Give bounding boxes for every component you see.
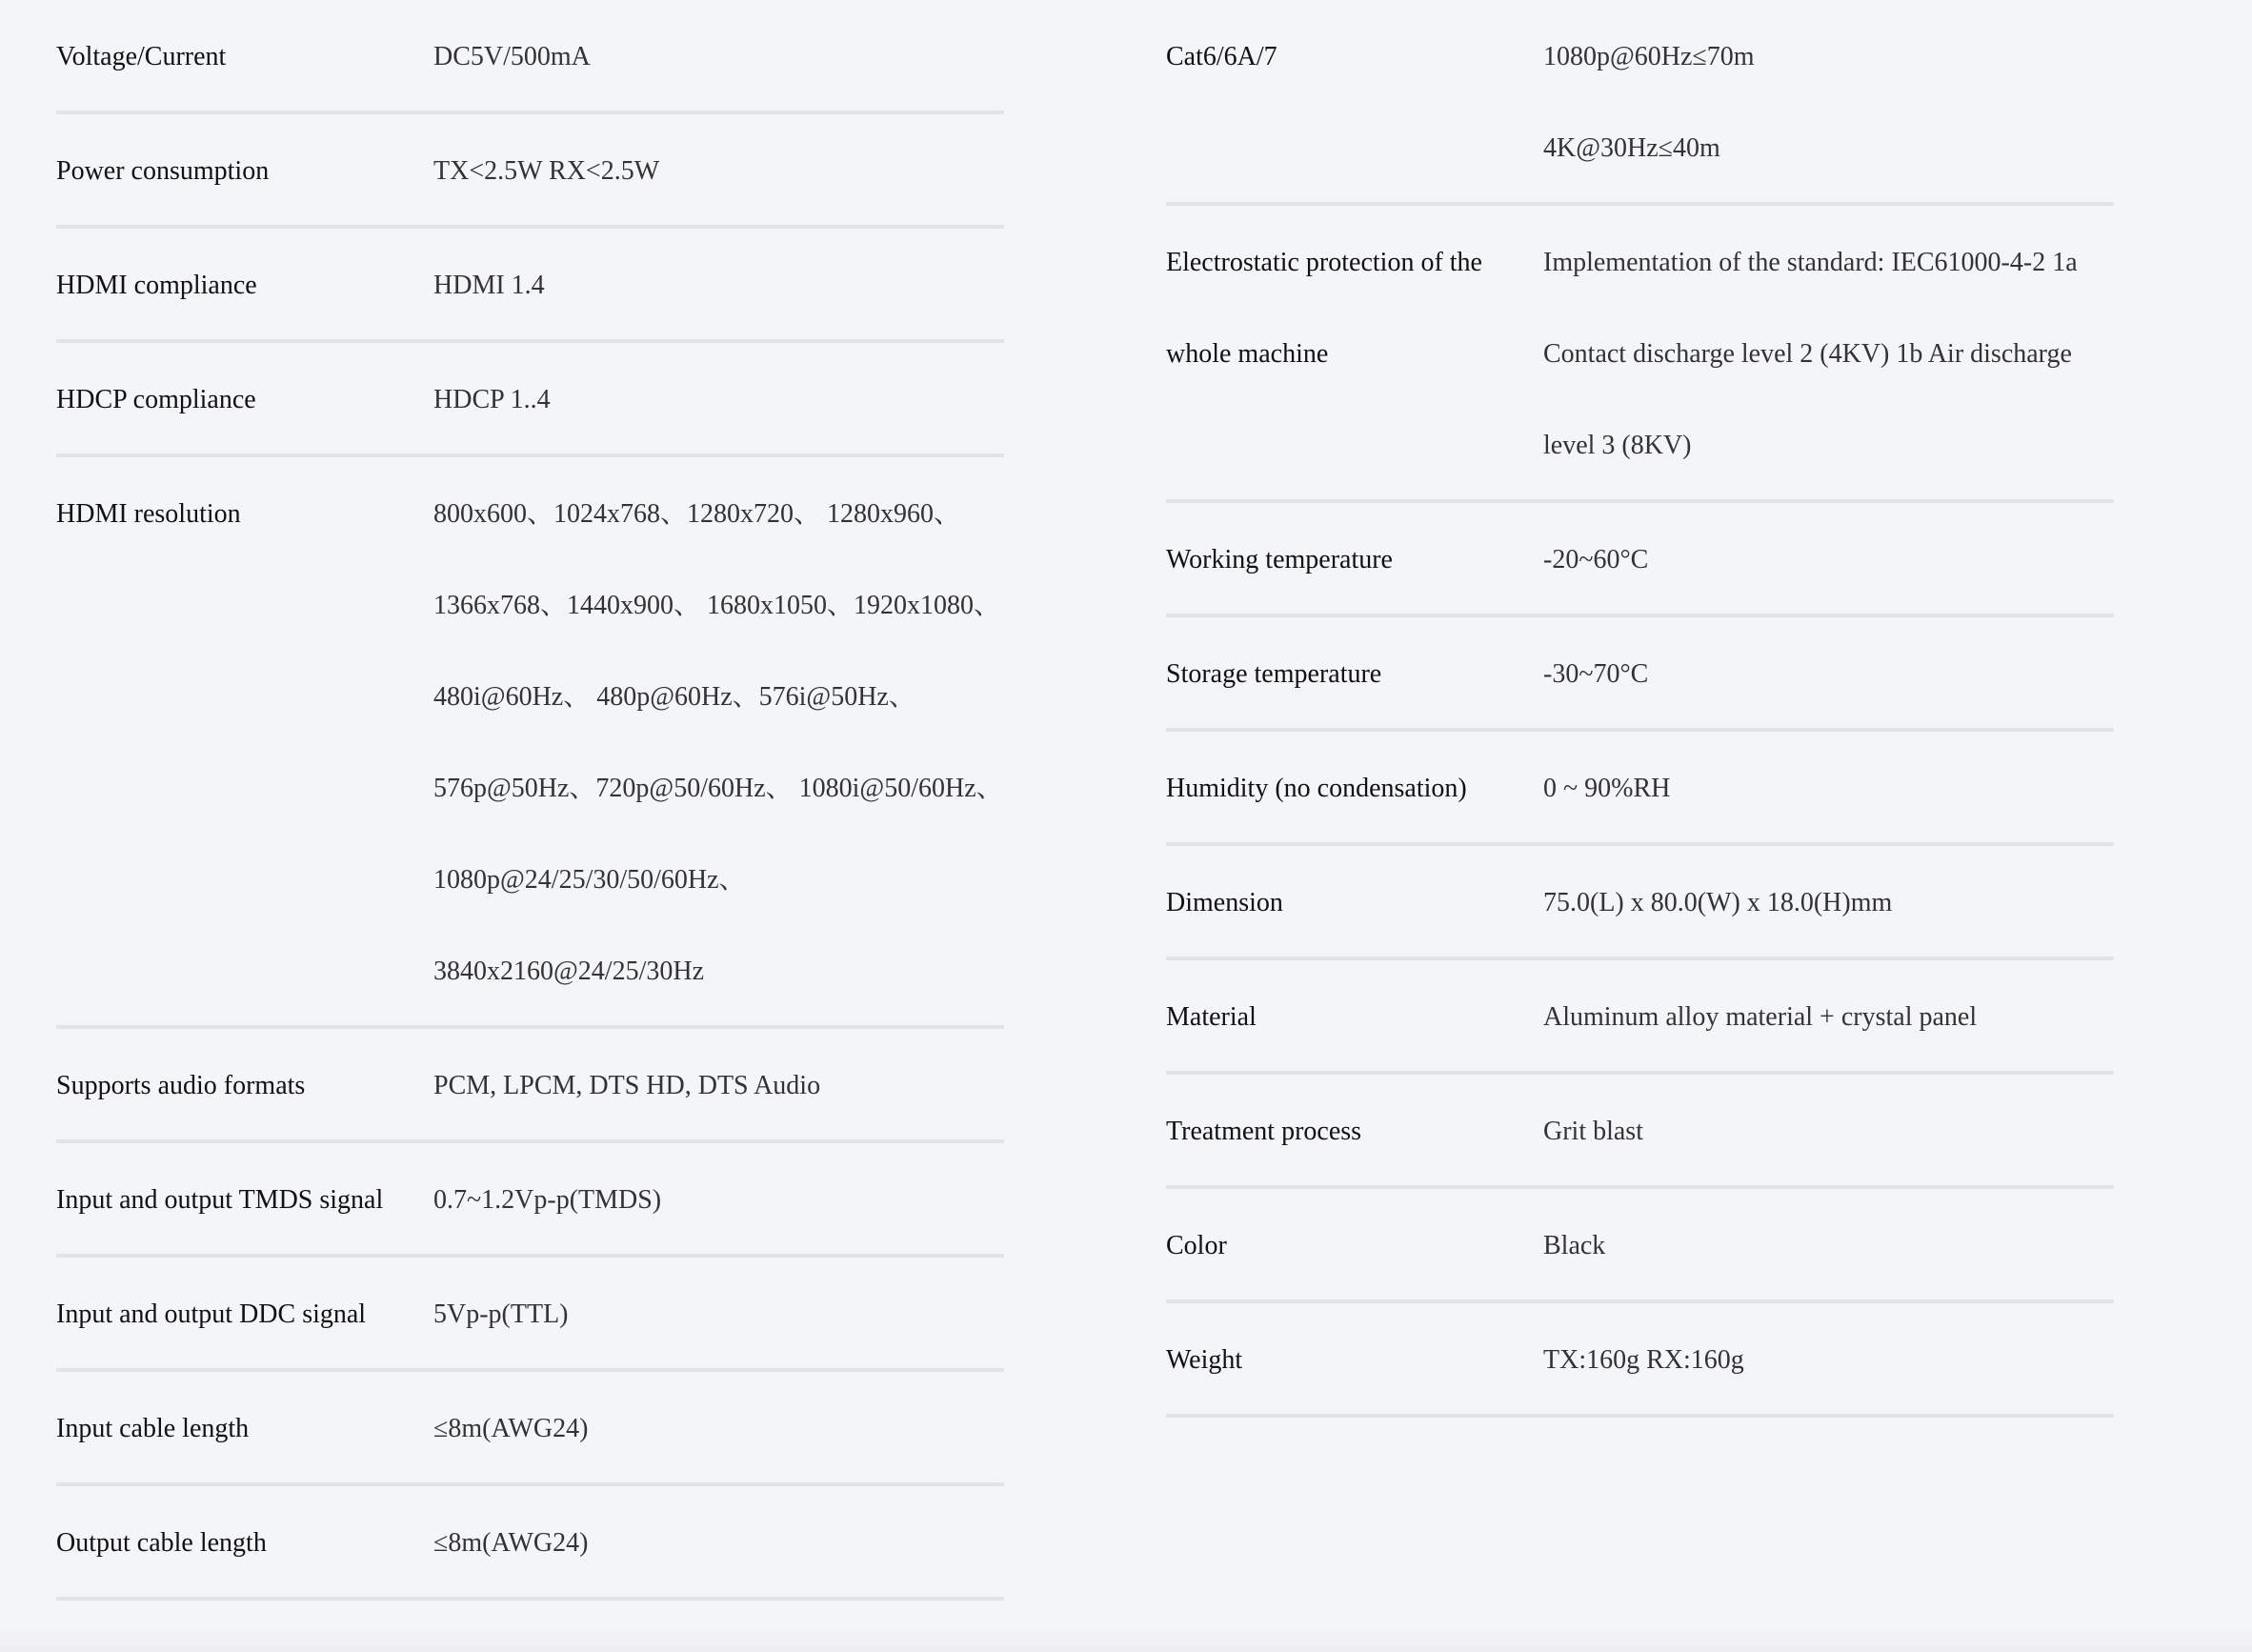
- spec-label-line: Power consumption: [56, 156, 270, 186]
- spec-value: [433, 381, 1004, 419]
- spec-label-line: HDCP compliance: [56, 385, 256, 414]
- spec-label: [1166, 998, 1543, 1037]
- spec-value: [1543, 38, 2114, 168]
- spec-row-electrostatic-protection-of-the-whole-machine: [1166, 206, 2114, 503]
- spec-label-line: Input and output DDC signal: [56, 1299, 367, 1329]
- spec-label-line: Treatment process: [1166, 1117, 1362, 1146]
- spec-label-line: Cat6/6A/7: [1166, 42, 1277, 71]
- spec-value: [433, 1067, 1004, 1105]
- spec-value: [1543, 998, 2114, 1037]
- spec-label-line: Color: [1166, 1231, 1227, 1260]
- spec-value-line: 480i@60Hz、 480p@60Hz、576i@50Hz、: [433, 682, 915, 712]
- spec-value: [1543, 541, 2114, 579]
- spec-label-line: Working temperature: [1166, 545, 1393, 574]
- spec-value: [433, 1410, 1004, 1448]
- spec-label: [56, 1524, 433, 1562]
- spec-row-hdcp-compliance: [56, 343, 1004, 457]
- spec-row-material: [1166, 960, 2114, 1075]
- spec-label-line: Humidity (no condensation): [1166, 774, 1467, 803]
- spec-value-line: 5Vp-p(TTL): [433, 1299, 569, 1329]
- spec-label-line: Weight: [1166, 1345, 1243, 1375]
- spec-value-line: Black: [1543, 1231, 1606, 1260]
- spec-label: [56, 38, 433, 76]
- spec-label: [1166, 1341, 1543, 1380]
- spec-value-line: -30~70°C: [1543, 659, 1649, 689]
- spec-label: [56, 495, 433, 534]
- spec-label-line: Storage temperature: [1166, 659, 1382, 689]
- spec-value-line: TX:160g RX:160g: [1543, 1345, 1744, 1375]
- spec-value: [1543, 1113, 2114, 1151]
- spec-label: [1166, 38, 1543, 76]
- spec-value-line: 4K@30Hz≤40m: [1543, 133, 1720, 163]
- spec-value-line: TX<2.5W RX<2.5W: [433, 156, 660, 186]
- spec-row-input-and-output-tmds-signal: [56, 1143, 1004, 1258]
- spec-value-line: DC5V/500mA: [433, 42, 591, 71]
- spec-row-voltage-current: [56, 0, 1004, 114]
- spec-label: [1166, 1227, 1543, 1265]
- spec-label-line: HDMI compliance: [56, 271, 257, 300]
- spec-value-line: ≤8m(AWG24): [433, 1528, 589, 1558]
- spec-table-right: [1166, 0, 2114, 1418]
- spec-value-line: Contact discharge level 2 (4KV) 1b Air discharge: [1543, 339, 2072, 369]
- spec-value-line: HDMI 1.4: [433, 271, 545, 300]
- spec-value: [1543, 655, 2114, 694]
- spec-value-line: 1080p@24/25/30/50/60Hz、: [433, 865, 746, 895]
- spec-row-input-and-output-ddc-signal: [56, 1258, 1004, 1372]
- spec-label-line: Dimension: [1166, 888, 1283, 917]
- spec-label: [56, 152, 433, 191]
- spec-value-line: 75.0(L) x 80.0(W) x 18.0(H)mm: [1543, 888, 1893, 917]
- spec-label-line: whole machine: [1166, 339, 1329, 369]
- spec-value-line: Grit blast: [1543, 1117, 1643, 1146]
- spec-row-power-consumption: [56, 114, 1004, 229]
- spec-row-color: [1166, 1189, 2114, 1303]
- spec-value: [1543, 1227, 2114, 1265]
- spec-label-line: Input and output TMDS signal: [56, 1185, 384, 1215]
- spec-row-input-cable-length: [56, 1372, 1004, 1486]
- spec-label: [1166, 770, 1543, 808]
- spec-value-line: 800x600、1024x768、1280x720、 1280x960、: [433, 499, 961, 529]
- spec-value-line: -20~60°C: [1543, 545, 1649, 574]
- spec-label: [1166, 884, 1543, 922]
- spec-row-storage-temperature: [1166, 617, 2114, 732]
- spec-value-line: 576p@50Hz、720p@50/60Hz、 1080i@50/60Hz、: [433, 774, 1003, 803]
- spec-value: [1543, 770, 2114, 808]
- spec-label: [56, 1410, 433, 1448]
- spec-value-line: level 3 (8KV): [1543, 431, 1692, 460]
- spec-row-treatment-process: [1166, 1075, 2114, 1189]
- spec-value: [433, 267, 1004, 305]
- spec-value: [433, 1181, 1004, 1219]
- spec-value-line: Implementation of the standard: IEC61000-4-2 1a: [1543, 248, 2078, 277]
- spec-row-weight: [1166, 1303, 2114, 1418]
- spec-row-humidity-no-condensation: [1166, 732, 2114, 846]
- spec-value-line: HDCP 1..4: [433, 385, 551, 414]
- spec-value: [1543, 244, 2114, 465]
- page-bottom-edge: [0, 1625, 2252, 1652]
- spec-label: [1166, 655, 1543, 694]
- spec-value-line: Aluminum alloy material + crystal panel: [1543, 1002, 1978, 1032]
- spec-label: [1166, 541, 1543, 579]
- spec-value: [1543, 884, 2114, 922]
- spec-value-line: 3840x2160@24/25/30Hz: [433, 957, 704, 986]
- spec-row-working-temperature: [1166, 503, 2114, 617]
- spec-value-line: 0.7~1.2Vp-p(TMDS): [433, 1185, 662, 1215]
- spec-label-line: Electrostatic protection of the: [1166, 248, 1482, 277]
- spec-value-line: 0 ~ 90%RH: [1543, 774, 1671, 803]
- spec-value: [433, 152, 1004, 191]
- spec-value: [433, 495, 1004, 991]
- spec-label-line: Voltage/Current: [56, 42, 227, 71]
- spec-label: [56, 1181, 433, 1219]
- spec-label-line: Output cable length: [56, 1528, 267, 1558]
- spec-label: [1166, 1113, 1543, 1151]
- spec-row-cat6-6a-7: [1166, 0, 2114, 206]
- spec-value: [433, 1524, 1004, 1562]
- spec-value-line: ≤8m(AWG24): [433, 1414, 589, 1443]
- spec-label: [56, 1296, 433, 1334]
- spec-value: [1543, 1341, 2114, 1380]
- spec-row-output-cable-length: [56, 1486, 1004, 1601]
- spec-label: [1166, 244, 1543, 373]
- spec-label-line: Input cable length: [56, 1414, 250, 1443]
- spec-label: [56, 381, 433, 419]
- spec-label: [56, 267, 433, 305]
- spec-value: [433, 38, 1004, 76]
- spec-value-line: 1080p@60Hz≤70m: [1543, 42, 1755, 71]
- spec-table-left: [56, 0, 1004, 1601]
- spec-label-line: Material: [1166, 1002, 1257, 1032]
- spec-value: [433, 1296, 1004, 1334]
- spec-label-line: HDMI resolution: [56, 499, 241, 529]
- spec-label-line: Supports audio formats: [56, 1071, 306, 1100]
- spec-value-line: PCM, LPCM, DTS HD, DTS Audio: [433, 1071, 821, 1100]
- spec-row-hdmi-resolution: [56, 457, 1004, 1029]
- spec-row-hdmi-compliance: [56, 229, 1004, 343]
- spec-row-supports-audio-formats: [56, 1029, 1004, 1143]
- spec-value-line: 1366x768、1440x900、 1680x1050、1920x1080、: [433, 591, 1001, 620]
- spec-label: [56, 1067, 433, 1105]
- spec-row-dimension: [1166, 846, 2114, 960]
